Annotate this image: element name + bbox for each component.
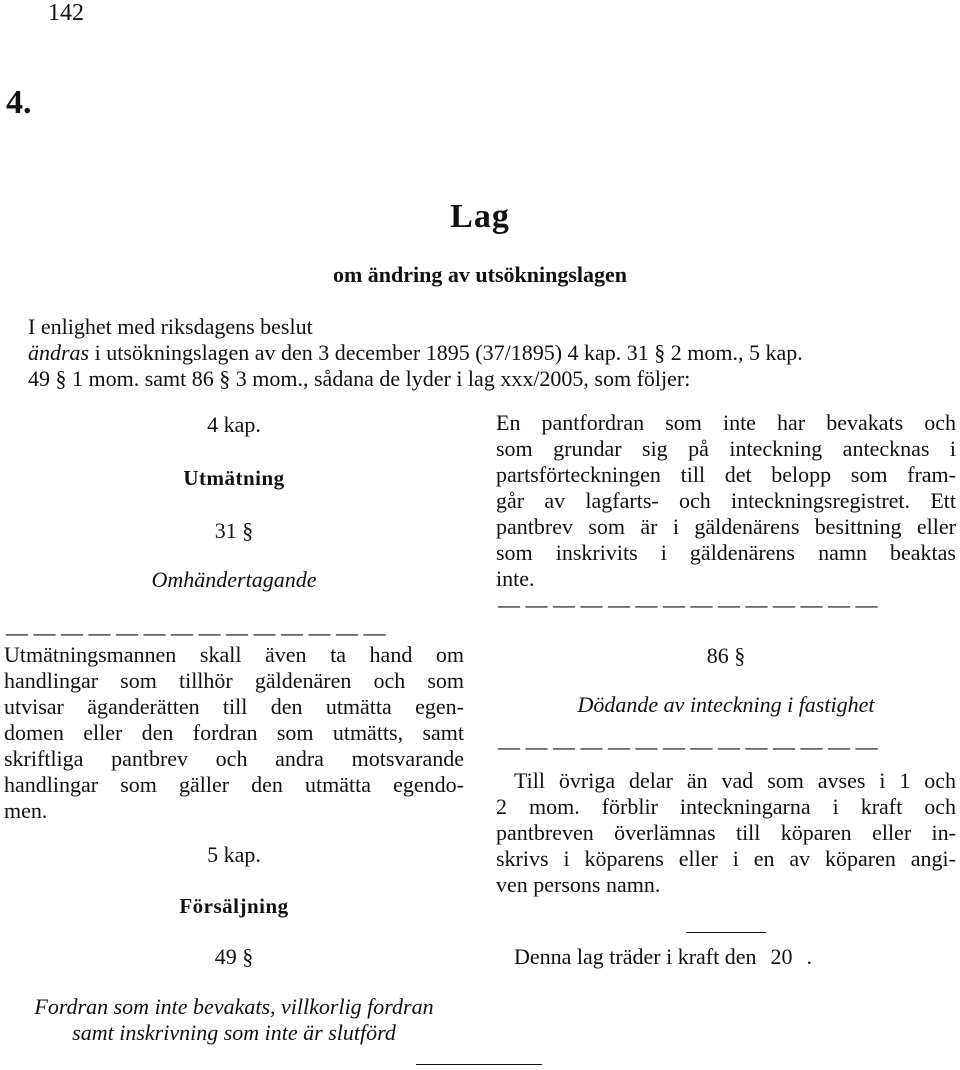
section-49-title-line: Fordran som inte bevakats, villkorlig fordran <box>34 994 434 1019</box>
text-line: skriftliga pantbrev och andra motsvarande <box>4 746 464 771</box>
intro-amend-word: ändras <box>28 340 90 365</box>
chapter-4-title: Utmätning <box>183 466 285 490</box>
section-number: 4. <box>6 84 32 121</box>
entry-into-force-text: Denna lag träder i kraft den <box>514 944 757 969</box>
omission-marks-left: — — — — — — — — — — — — — — <box>6 620 386 645</box>
section-31-title: Omhändertagande <box>151 567 317 592</box>
text-line: handlingar som tillhör gäldenären och som <box>4 668 464 693</box>
section-49-title <box>4 994 464 1046</box>
section-86-paragraph <box>496 768 956 898</box>
omission-marks-right-1: — — — — — — — — — — — — — — <box>498 592 878 617</box>
text-line: går av lagfarts- och inteckningsregistret. Ett <box>496 488 956 513</box>
chapter-5-heading: 5 kap. <box>207 842 261 867</box>
section-49-paragraph <box>496 410 956 592</box>
law-title: Lag <box>450 198 510 235</box>
text-line: domen eller den fordran som utmätts, samt <box>4 720 464 745</box>
page-number: 142 <box>48 0 84 26</box>
entry-into-force-end: . <box>806 944 812 969</box>
text-line: utvisar äganderätten till den utmätta egen- <box>4 694 464 719</box>
text-line: Till övriga delar än vad som avses i 1 och <box>514 768 956 793</box>
text-line: En pantfordran som inte har bevakats och <box>496 410 956 435</box>
text-line: som inskrivits i gäldenärens namn beaktas <box>496 540 956 565</box>
text-line: Utmätningsmannen skall även ta hand om <box>4 642 464 667</box>
intro-line-2 <box>28 340 803 366</box>
section-86-title: Dödande av inteckning i fastighet <box>577 692 875 717</box>
text-line: inte. <box>496 566 535 591</box>
entry-into-force <box>514 944 812 970</box>
text-line: men. <box>4 798 48 823</box>
intro-line-1: I enlighet med riksdagens beslut <box>28 314 313 339</box>
chapter-4-heading: 4 kap. <box>207 412 261 437</box>
omission-marks-right-2: — — — — — — — — — — — — — — <box>498 734 878 759</box>
section-31-number: 31 § <box>214 518 254 543</box>
text-line: handlingar som gäller den utmätta egendo- <box>4 772 464 797</box>
section-31-paragraph <box>4 642 464 824</box>
text-line: 2 mom. förblir inteckningarna i kraft och <box>496 794 956 819</box>
text-line: pantbrev som är i gäldenärens besittning eller <box>496 514 956 539</box>
intro-paragraph <box>28 314 803 392</box>
separator-rule-right <box>686 932 766 933</box>
text-line: ven persons namn. <box>496 872 661 897</box>
text-line: pantbreven överlämnas till köparen eller in- <box>496 820 956 845</box>
chapter-5-title: Försäljning <box>179 894 289 918</box>
text-line: partsförteckningen till det belopp som fram- <box>496 462 956 487</box>
entry-into-force-year: 20 <box>770 944 793 969</box>
text-line: som grundar sig på inteckning antecknas i <box>496 436 956 461</box>
section-86-number: 86 § <box>706 643 746 668</box>
section-49-number: 49 § <box>214 944 254 969</box>
law-subtitle: om ändring av utsökningslagen <box>332 262 628 287</box>
section-49-title-line: samt inskrivning som inte är slutförd <box>72 1020 396 1045</box>
closing-rule-bottom <box>416 1064 542 1065</box>
intro-line-3: 49 § 1 mom. samt 86 § 3 mom., sådana de lyder i lag xxx/2005, som följer: <box>28 366 691 391</box>
intro-line-2-rest: i utsökningslagen av den 3 december 1895 (37/1895) 4 kap. 31 § 2 mom., 5 kap. <box>89 340 803 365</box>
text-line: skrivs i köparens eller i en av köparen angi- <box>496 846 956 871</box>
